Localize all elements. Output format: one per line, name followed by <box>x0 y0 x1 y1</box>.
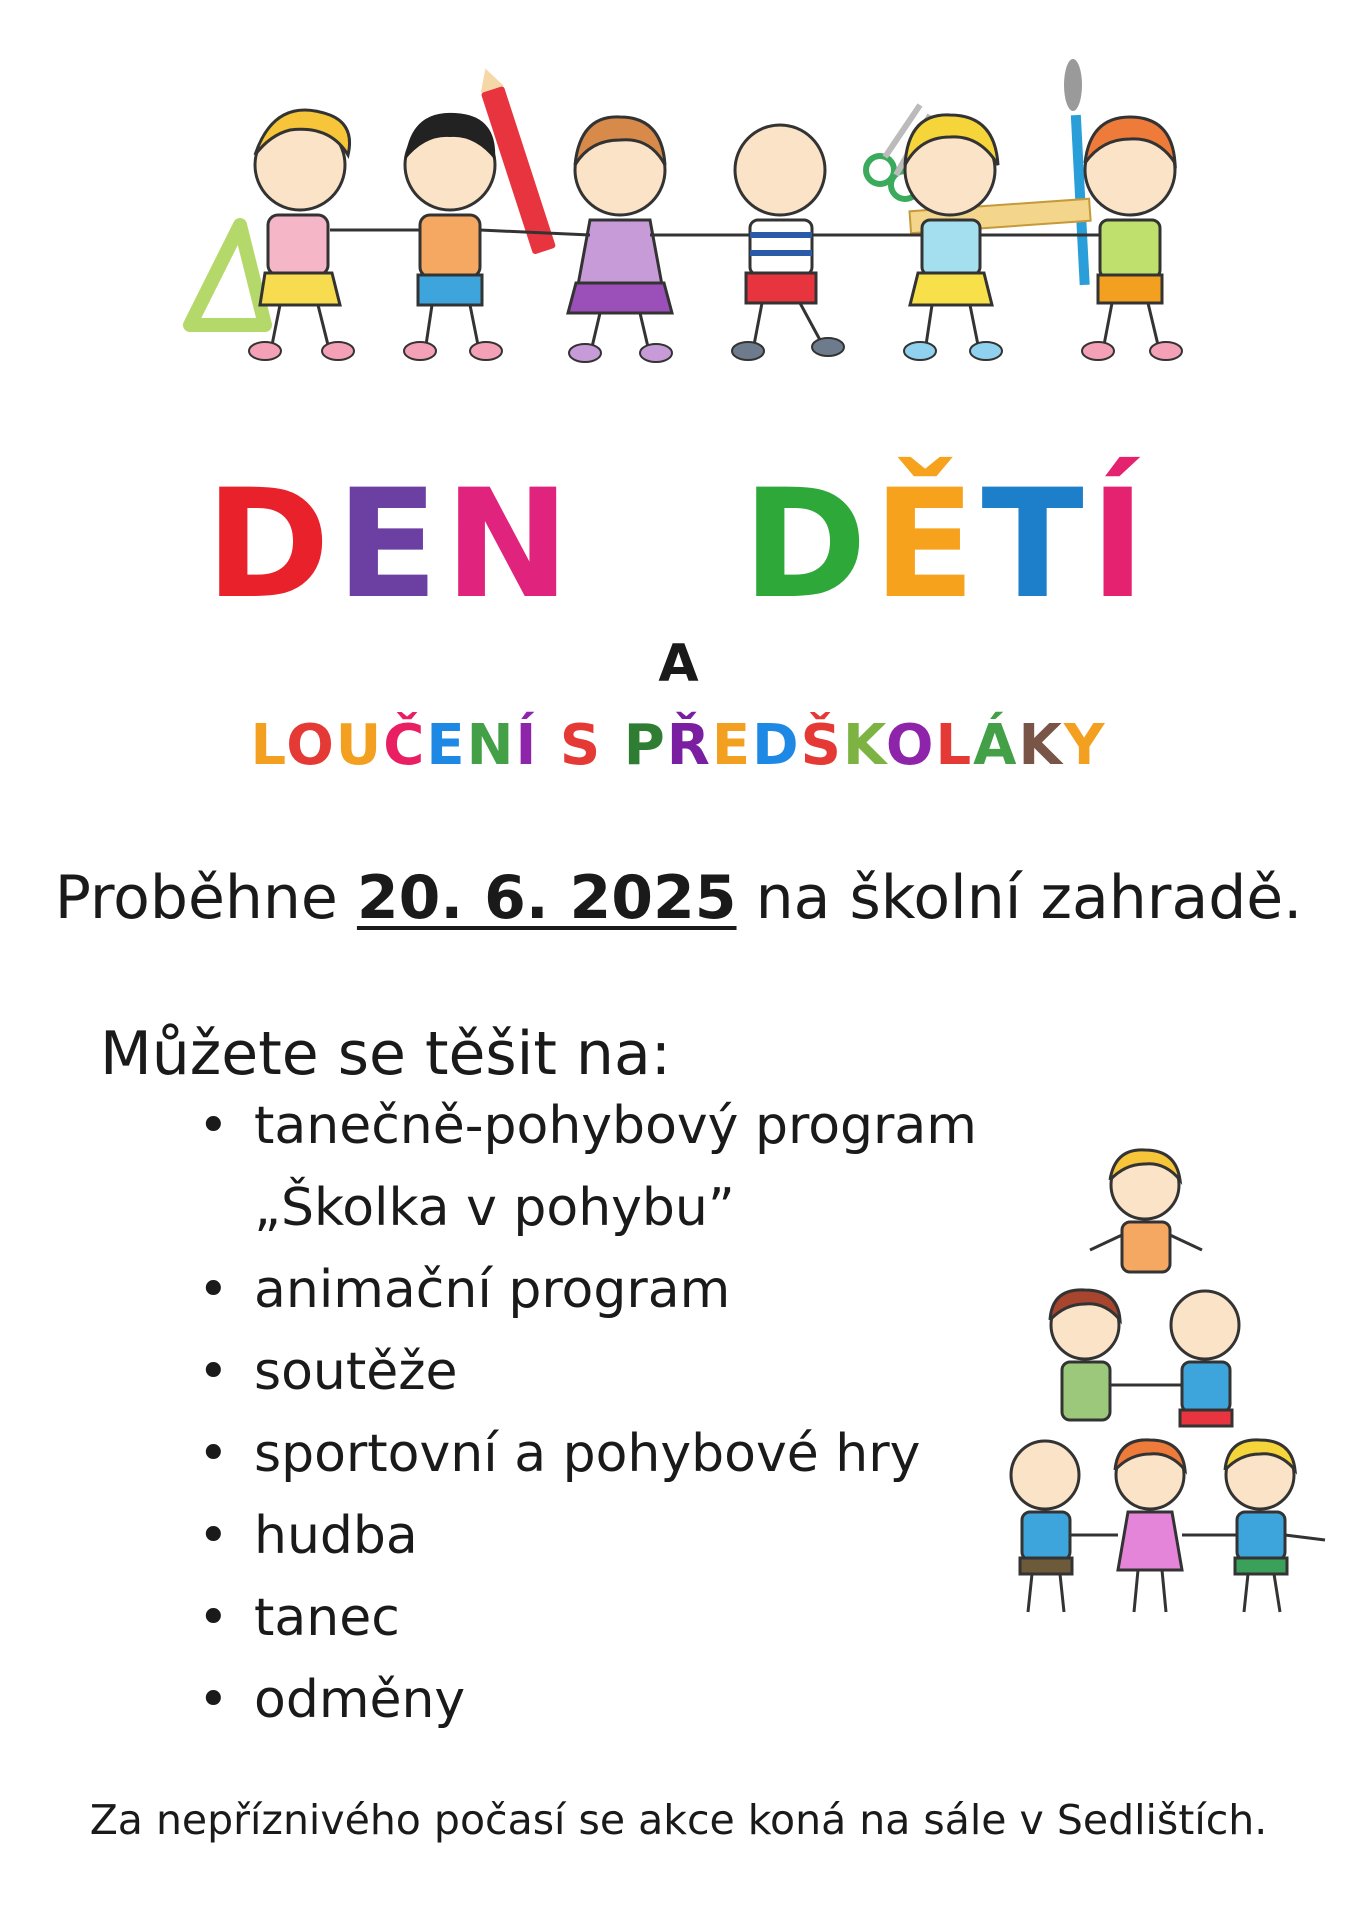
weather-note: Za nepříznivého počasí se akce koná na sále v Sedlištích. <box>89 1796 1268 1844</box>
subtitle-letter: O <box>885 713 936 778</box>
kid-figure-3 <box>568 117 672 362</box>
subtitle-letter: P <box>623 713 667 778</box>
list-item-text: hudba <box>254 1506 418 1566</box>
program-intro: Můžete se těšit na: <box>100 1019 671 1089</box>
kid-figure-5 <box>904 115 1002 360</box>
subtitle-letter: K <box>842 713 886 778</box>
event-date-line <box>0 862 1357 934</box>
subtitle-letter: Á <box>973 713 1019 778</box>
subtitle-letter <box>538 713 560 778</box>
subtitle-letter: L <box>935 713 974 778</box>
list-item <box>198 1495 977 1577</box>
title-word-deti <box>742 458 1152 632</box>
list-item-text-continued: „Školka v pohybu” <box>254 1178 735 1238</box>
page-title <box>0 458 1357 632</box>
kids-banner-illustration <box>180 55 1220 375</box>
subtitle-letter: S <box>559 713 603 778</box>
subtitle-letter: O <box>286 713 336 778</box>
pyramid-kid-bottom-middle <box>1115 1440 1185 1612</box>
kid-figure-6 <box>1082 117 1182 360</box>
subtitle-letter: E <box>711 713 753 778</box>
subtitle-letter: D <box>752 713 801 778</box>
subtitle-letter: K <box>1018 713 1064 778</box>
title-conjunction: A <box>658 634 699 694</box>
pyramid-kid-middle-left <box>1050 1290 1120 1420</box>
subtitle-letter: Ř <box>666 713 712 778</box>
date-line-prefix: Proběhne <box>54 863 357 933</box>
list-item <box>198 1577 977 1659</box>
pyramid-kid-top <box>1090 1150 1202 1272</box>
list-item <box>198 1331 977 1413</box>
list-item-text: animační program <box>254 1260 731 1320</box>
list-item-text: odměny <box>254 1670 466 1730</box>
title-letter: Ě <box>872 458 982 632</box>
list-item <box>198 1413 977 1495</box>
title-letter: Í <box>1089 458 1152 632</box>
title-letter: N <box>444 458 576 632</box>
title-letter: D <box>742 458 873 632</box>
subtitle-letter <box>602 713 624 778</box>
subtitle-letter: E <box>426 713 467 778</box>
subtitle-letter: Č <box>383 713 427 778</box>
program-list <box>198 1085 977 1741</box>
subtitle-letter: Y <box>1063 713 1107 778</box>
subtitle-letter: Í <box>515 713 539 778</box>
title-letter: T <box>981 458 1090 632</box>
list-item-text: • tanečně-pohybový program <box>254 1096 977 1156</box>
date-line-suffix: na školní zahradě. <box>736 863 1303 933</box>
kid-figure-2 <box>404 113 502 360</box>
kid-figure-4 <box>732 125 844 360</box>
subtitle-letter: N <box>466 713 516 778</box>
title-word-den <box>205 458 576 632</box>
list-item <box>198 1085 977 1249</box>
list-item-text: sportovní a pohybové hry <box>254 1424 921 1484</box>
title-letter: D <box>205 458 336 632</box>
list-item <box>198 1659 977 1741</box>
subtitle-letter: U <box>335 713 384 778</box>
pyramid-kid-middle-right <box>1171 1291 1239 1426</box>
subtitle <box>0 713 1357 778</box>
list-item-text: soutěže <box>254 1342 458 1402</box>
pyramid-kid-bottom-right <box>1225 1440 1295 1612</box>
event-date: 20. 6. 2025 <box>356 863 737 933</box>
title-letter: E <box>335 458 445 632</box>
pyramid-kid-bottom-left <box>1011 1441 1079 1612</box>
subtitle-letter: L <box>250 713 287 778</box>
kids-pyramid-illustration <box>990 1140 1335 1630</box>
subtitle-letter: Š <box>800 713 843 778</box>
triangle-ruler-icon <box>190 225 265 325</box>
list-item <box>198 1249 977 1331</box>
list-item-text: tanec <box>254 1588 400 1648</box>
